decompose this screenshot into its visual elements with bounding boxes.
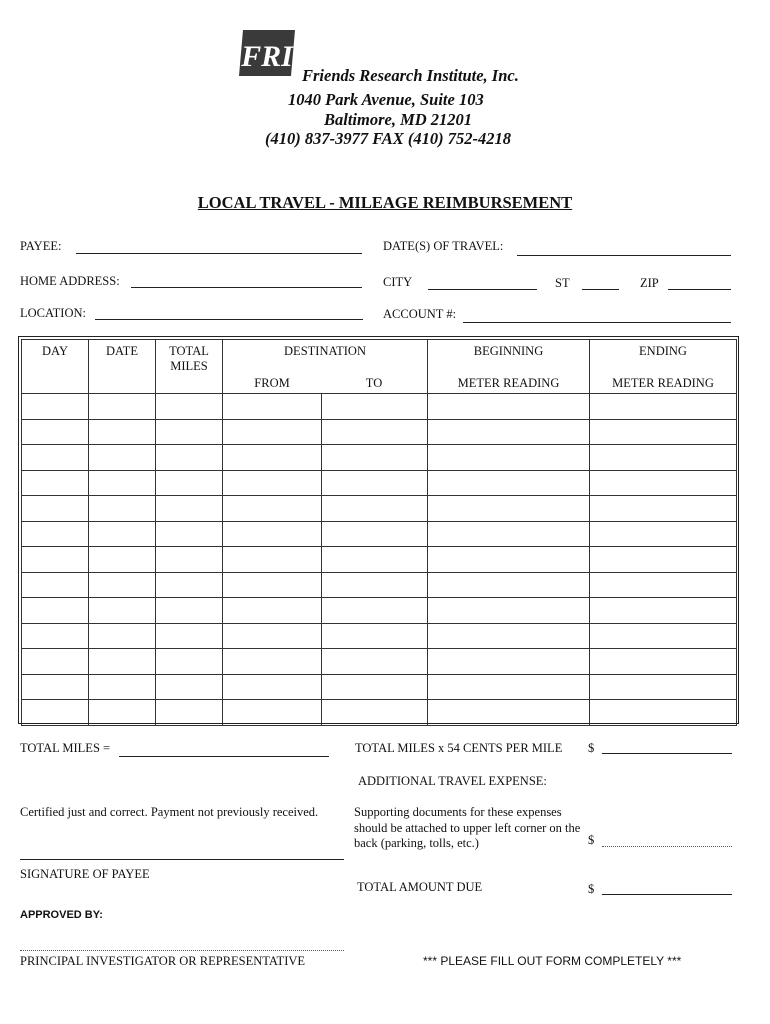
total-miles-cell[interactable] xyxy=(156,649,223,675)
zip-label: ZIP xyxy=(640,276,659,290)
ending-reading-cell[interactable] xyxy=(590,572,737,598)
date-cell[interactable] xyxy=(89,572,156,598)
beginning-reading-cell[interactable] xyxy=(428,394,590,420)
form-title: LOCAL TRAVEL - MILEAGE REIMBURSEMENT xyxy=(197,193,573,212)
to-cell[interactable] xyxy=(322,572,428,598)
col-from-header: FROM xyxy=(254,376,290,390)
table-row xyxy=(22,700,737,726)
table-row xyxy=(22,470,737,496)
from-cell[interactable] xyxy=(223,419,322,445)
to-cell[interactable] xyxy=(322,598,428,624)
day-cell[interactable] xyxy=(22,394,89,420)
from-cell[interactable] xyxy=(223,394,322,420)
payee-field[interactable] xyxy=(76,253,362,254)
from-cell[interactable] xyxy=(223,445,322,471)
col-destination-header: DESTINATION FROM TO xyxy=(223,340,428,394)
date-cell[interactable] xyxy=(89,496,156,522)
home-address-label: HOME ADDRESS: xyxy=(20,274,120,288)
table-row xyxy=(22,598,737,624)
total-miles-cell[interactable] xyxy=(156,521,223,547)
beginning-reading-cell[interactable] xyxy=(428,572,590,598)
ending-reading-cell[interactable] xyxy=(590,674,737,700)
payee-signature-field[interactable] xyxy=(20,859,344,860)
day-cell[interactable] xyxy=(22,598,89,624)
from-cell[interactable] xyxy=(223,674,322,700)
home-address-field[interactable] xyxy=(131,287,362,288)
total-miles-field[interactable] xyxy=(119,756,329,757)
total-miles-cell[interactable] xyxy=(156,674,223,700)
total-miles-rate-label: TOTAL MILES x 54 CENTS PER MILE xyxy=(355,741,563,755)
beginning-reading-cell[interactable] xyxy=(428,419,590,445)
dates-of-travel-field[interactable] xyxy=(517,255,731,256)
logo-text: FRI xyxy=(241,40,293,73)
fill-out-notice: *** PLEASE FILL OUT FORM COMPLETELY *** xyxy=(423,954,682,968)
beginning-reading-cell[interactable] xyxy=(428,445,590,471)
table-row xyxy=(22,547,737,573)
table-header-row xyxy=(22,340,737,394)
total-miles-cell[interactable] xyxy=(156,598,223,624)
supporting-docs-line1: Supporting documents for these expenses xyxy=(354,805,562,819)
date-cell[interactable] xyxy=(89,649,156,675)
location-field[interactable] xyxy=(95,319,363,320)
day-cell[interactable] xyxy=(22,623,89,649)
from-cell[interactable] xyxy=(223,649,322,675)
account-label: ACCOUNT #: xyxy=(383,307,457,321)
table-row xyxy=(22,572,737,598)
total-amount-due-field[interactable] xyxy=(602,894,732,895)
from-cell[interactable] xyxy=(223,598,322,624)
from-cell[interactable] xyxy=(223,623,322,649)
total-miles-cell[interactable] xyxy=(156,470,223,496)
mileage-amount-field[interactable] xyxy=(602,753,732,754)
org-name: Friends Research Institute, Inc. xyxy=(302,66,519,85)
day-cell[interactable] xyxy=(22,547,89,573)
zip-field[interactable] xyxy=(668,289,731,290)
day-cell[interactable] xyxy=(22,521,89,547)
total-miles-cell[interactable] xyxy=(156,572,223,598)
ending-reading-cell[interactable] xyxy=(590,623,737,649)
date-cell[interactable] xyxy=(89,445,156,471)
ending-reading-cell[interactable] xyxy=(590,521,737,547)
beginning-reading-cell[interactable] xyxy=(428,649,590,675)
from-cell[interactable] xyxy=(223,547,322,573)
to-cell[interactable] xyxy=(322,496,428,522)
supporting-docs-line2: should be attached to upper left corner on the xyxy=(354,821,581,835)
expense-dollar-sign: $ xyxy=(588,833,595,847)
supporting-docs-line3: back (parking, tolls, etc.) xyxy=(354,836,479,850)
table-row xyxy=(22,496,737,522)
total-miles-label: TOTAL MILES = xyxy=(20,741,111,755)
from-cell[interactable] xyxy=(223,521,322,547)
beginning-reading-cell[interactable] xyxy=(428,700,590,726)
approved-by-label: APPROVED BY: xyxy=(20,909,103,921)
date-cell[interactable] xyxy=(89,419,156,445)
date-cell[interactable] xyxy=(89,700,156,726)
ending-reading-cell[interactable] xyxy=(590,700,737,726)
to-cell[interactable] xyxy=(322,521,428,547)
day-cell[interactable] xyxy=(22,445,89,471)
total-miles-cell[interactable] xyxy=(156,445,223,471)
date-cell[interactable] xyxy=(89,521,156,547)
to-cell[interactable] xyxy=(322,700,428,726)
to-cell[interactable] xyxy=(322,547,428,573)
day-cell[interactable] xyxy=(22,674,89,700)
rate-dollar-sign: $ xyxy=(588,741,595,755)
fri-logo xyxy=(237,28,297,78)
table-row xyxy=(22,521,737,547)
to-cell[interactable] xyxy=(322,394,428,420)
city-field[interactable] xyxy=(428,289,537,290)
col-total-miles-header: TOTAL MILES xyxy=(156,340,223,394)
to-cell[interactable] xyxy=(322,649,428,675)
table-row xyxy=(22,419,737,445)
beginning-reading-cell[interactable] xyxy=(428,496,590,522)
date-cell[interactable] xyxy=(89,674,156,700)
total-miles-cell[interactable] xyxy=(156,394,223,420)
payee-label: PAYEE: xyxy=(20,239,62,253)
day-cell[interactable] xyxy=(22,572,89,598)
col-ending-header: ENDING METER READING xyxy=(590,340,737,394)
col-to-header: TO xyxy=(365,376,383,390)
signature-of-payee-label: SIGNATURE OF PAYEE xyxy=(20,867,150,881)
ending-reading-cell[interactable] xyxy=(590,496,737,522)
date-cell[interactable] xyxy=(89,598,156,624)
ending-reading-cell[interactable] xyxy=(590,419,737,445)
location-label: LOCATION: xyxy=(20,306,86,320)
ending-reading-cell[interactable] xyxy=(590,470,737,496)
st-label: ST xyxy=(555,276,570,290)
principal-investigator-label: PRINCIPAL INVESTIGATOR OR REPRESENTATIVE xyxy=(20,954,306,968)
day-cell[interactable] xyxy=(22,496,89,522)
beginning-reading-cell[interactable] xyxy=(428,598,590,624)
table-row xyxy=(22,623,737,649)
beginning-reading-cell[interactable] xyxy=(428,674,590,700)
total-miles-cell[interactable] xyxy=(156,700,223,726)
from-cell[interactable] xyxy=(223,700,322,726)
from-cell[interactable] xyxy=(223,572,322,598)
col-day-header: DAY xyxy=(22,340,89,394)
date-cell[interactable] xyxy=(89,394,156,420)
beginning-reading-cell[interactable] xyxy=(428,547,590,573)
total-miles-cell[interactable] xyxy=(156,419,223,445)
additional-expense-label: ADDITIONAL TRAVEL EXPENSE: xyxy=(358,774,547,788)
from-cell[interactable] xyxy=(223,496,322,522)
to-cell[interactable] xyxy=(322,419,428,445)
ending-reading-cell[interactable] xyxy=(590,649,737,675)
ending-reading-cell[interactable] xyxy=(590,547,737,573)
total-amount-due-label: TOTAL AMOUNT DUE xyxy=(357,880,483,894)
ending-reading-cell[interactable] xyxy=(590,394,737,420)
st-field[interactable] xyxy=(582,289,619,290)
ending-reading-cell[interactable] xyxy=(590,598,737,624)
day-cell[interactable] xyxy=(22,649,89,675)
dates-of-travel-label: DATE(S) OF TRAVEL: xyxy=(383,239,504,253)
certified-text: Certified just and correct. Payment not previously received. xyxy=(20,805,319,819)
day-cell[interactable] xyxy=(22,419,89,445)
col-date-header: DATE xyxy=(89,340,156,394)
ending-reading-cell[interactable] xyxy=(590,445,737,471)
table-row xyxy=(22,649,737,675)
total-dollar-sign: $ xyxy=(588,882,595,896)
day-cell[interactable] xyxy=(22,470,89,496)
account-field[interactable] xyxy=(463,322,731,323)
table-row xyxy=(22,445,737,471)
beginning-reading-cell[interactable] xyxy=(428,623,590,649)
city-label: CITY xyxy=(383,275,413,289)
org-phone-fax: (410) 837-3977 FAX (410) 752-4218 xyxy=(265,129,511,148)
org-address-line2: Baltimore, MD 21201 xyxy=(324,110,473,129)
table-row xyxy=(22,394,737,420)
to-cell[interactable] xyxy=(322,445,428,471)
date-cell[interactable] xyxy=(89,547,156,573)
total-miles-cell[interactable] xyxy=(156,496,223,522)
date-cell[interactable] xyxy=(89,470,156,496)
mileage-table xyxy=(21,339,737,726)
approver-signature-field[interactable] xyxy=(20,950,344,951)
beginning-reading-cell[interactable] xyxy=(428,521,590,547)
table-row xyxy=(22,674,737,700)
date-cell[interactable] xyxy=(89,623,156,649)
total-miles-cell[interactable] xyxy=(156,547,223,573)
to-cell[interactable] xyxy=(322,674,428,700)
col-beginning-header: BEGINNING METER READING xyxy=(428,340,590,394)
to-cell[interactable] xyxy=(322,623,428,649)
additional-expense-field[interactable] xyxy=(602,846,732,847)
from-cell[interactable] xyxy=(223,470,322,496)
to-cell[interactable] xyxy=(322,470,428,496)
day-cell[interactable] xyxy=(22,700,89,726)
total-miles-cell[interactable] xyxy=(156,623,223,649)
beginning-reading-cell[interactable] xyxy=(428,470,590,496)
org-address-line1: 1040 Park Avenue, Suite 103 xyxy=(288,90,484,109)
